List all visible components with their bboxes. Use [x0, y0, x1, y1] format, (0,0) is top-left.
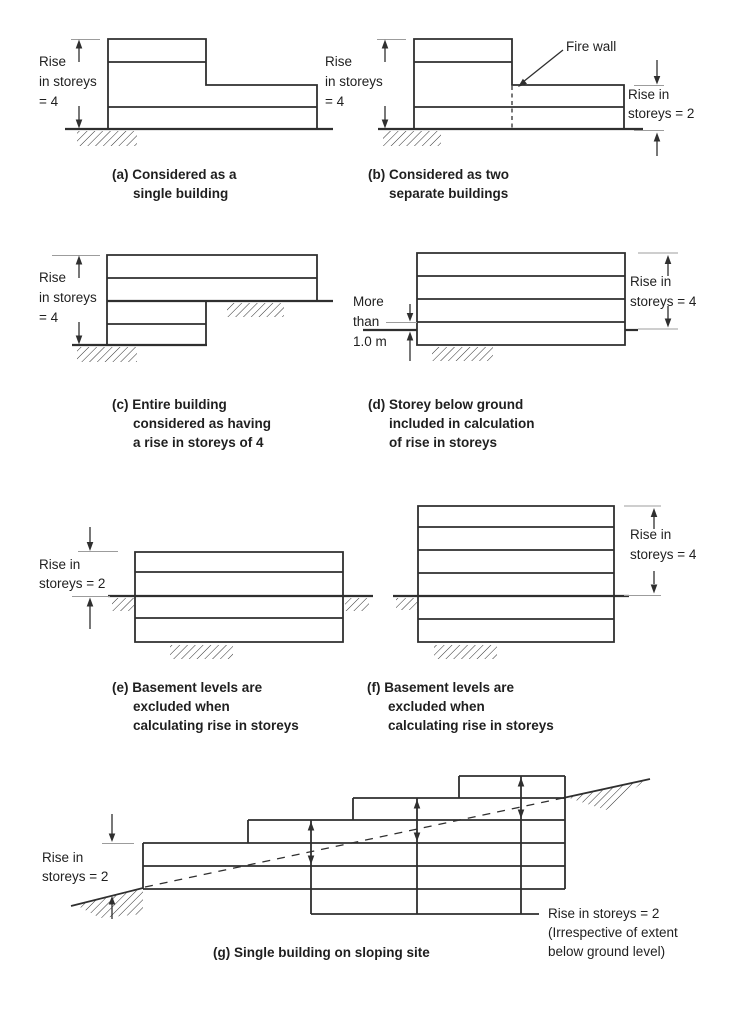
panel-b-linework: [377, 39, 664, 156]
panel-a-linework: [65, 39, 333, 146]
ground-hatch: [77, 131, 137, 146]
caption-a: (a) Considered as a single building: [112, 167, 237, 201]
panel-e-linework: [72, 527, 373, 659]
ground-hatch-right: [345, 598, 369, 611]
slope-hatch-right: [566, 780, 646, 810]
panel-b-dimension-label-left: Rise in storeys = 4: [325, 54, 383, 109]
ground-hatch: [383, 131, 441, 146]
more-than-dimension: [407, 304, 414, 361]
caption-c: (c) Entire building considered as having a rise in storeys of 4: [112, 397, 272, 450]
storey-rise-arrows: [308, 778, 525, 865]
panel-e-dimension-label: Rise in storeys = 2: [39, 557, 106, 591]
basement-walls: [311, 776, 539, 914]
panel-c-dimension-label: Rise in storeys = 4: [39, 270, 97, 325]
caption-g: (g) Single building on sloping site: [213, 945, 430, 960]
fire-wall-leader-arrow: [518, 50, 563, 87]
building-outline: [108, 39, 317, 129]
panel-a-dimension-label: Rise in storeys = 4: [39, 54, 97, 109]
caption-b: (b) Considered as two separate buildings: [368, 167, 510, 201]
panel-g-note: Rise in storeys = 2 (Irrespective of extent below ground level): [548, 906, 678, 959]
ground-hatch-right: [227, 303, 284, 317]
panel-f-dimension-label: Rise in storeys = 4: [630, 527, 697, 562]
panel-f-linework: [393, 506, 661, 659]
caption-d: (d) Storey below ground included in calculation of rise in storeys: [368, 397, 535, 450]
panel-g-linework: [71, 776, 650, 919]
ground-hatch: [432, 347, 493, 361]
ground-hatch-left: [112, 598, 134, 611]
building-outline: [417, 253, 625, 345]
building-outline: [143, 776, 565, 889]
caption-f: (f) Basement levels are excluded when calculating rise in storeys: [367, 680, 554, 733]
ground-hatch-bottom: [434, 645, 497, 659]
panel-d-more-than-label: More than 1.0 m: [353, 294, 387, 349]
panel-d-dimension-label-right: Rise in storeys = 4: [630, 274, 697, 309]
fire-wall-label: Fire wall: [566, 39, 617, 54]
panel-b-dimension-label-right: Rise in storeys = 2: [628, 87, 695, 121]
ground-hatch-bottom: [170, 645, 233, 659]
caption-e: (e) Basement levels are excluded when calculating rise in storeys: [112, 680, 299, 733]
building-outline: [418, 506, 614, 642]
ground-hatch-left: [396, 598, 417, 610]
ground-hatch-left: [77, 347, 137, 362]
panel-g-dimension-label: Rise in storeys = 2: [42, 850, 109, 884]
